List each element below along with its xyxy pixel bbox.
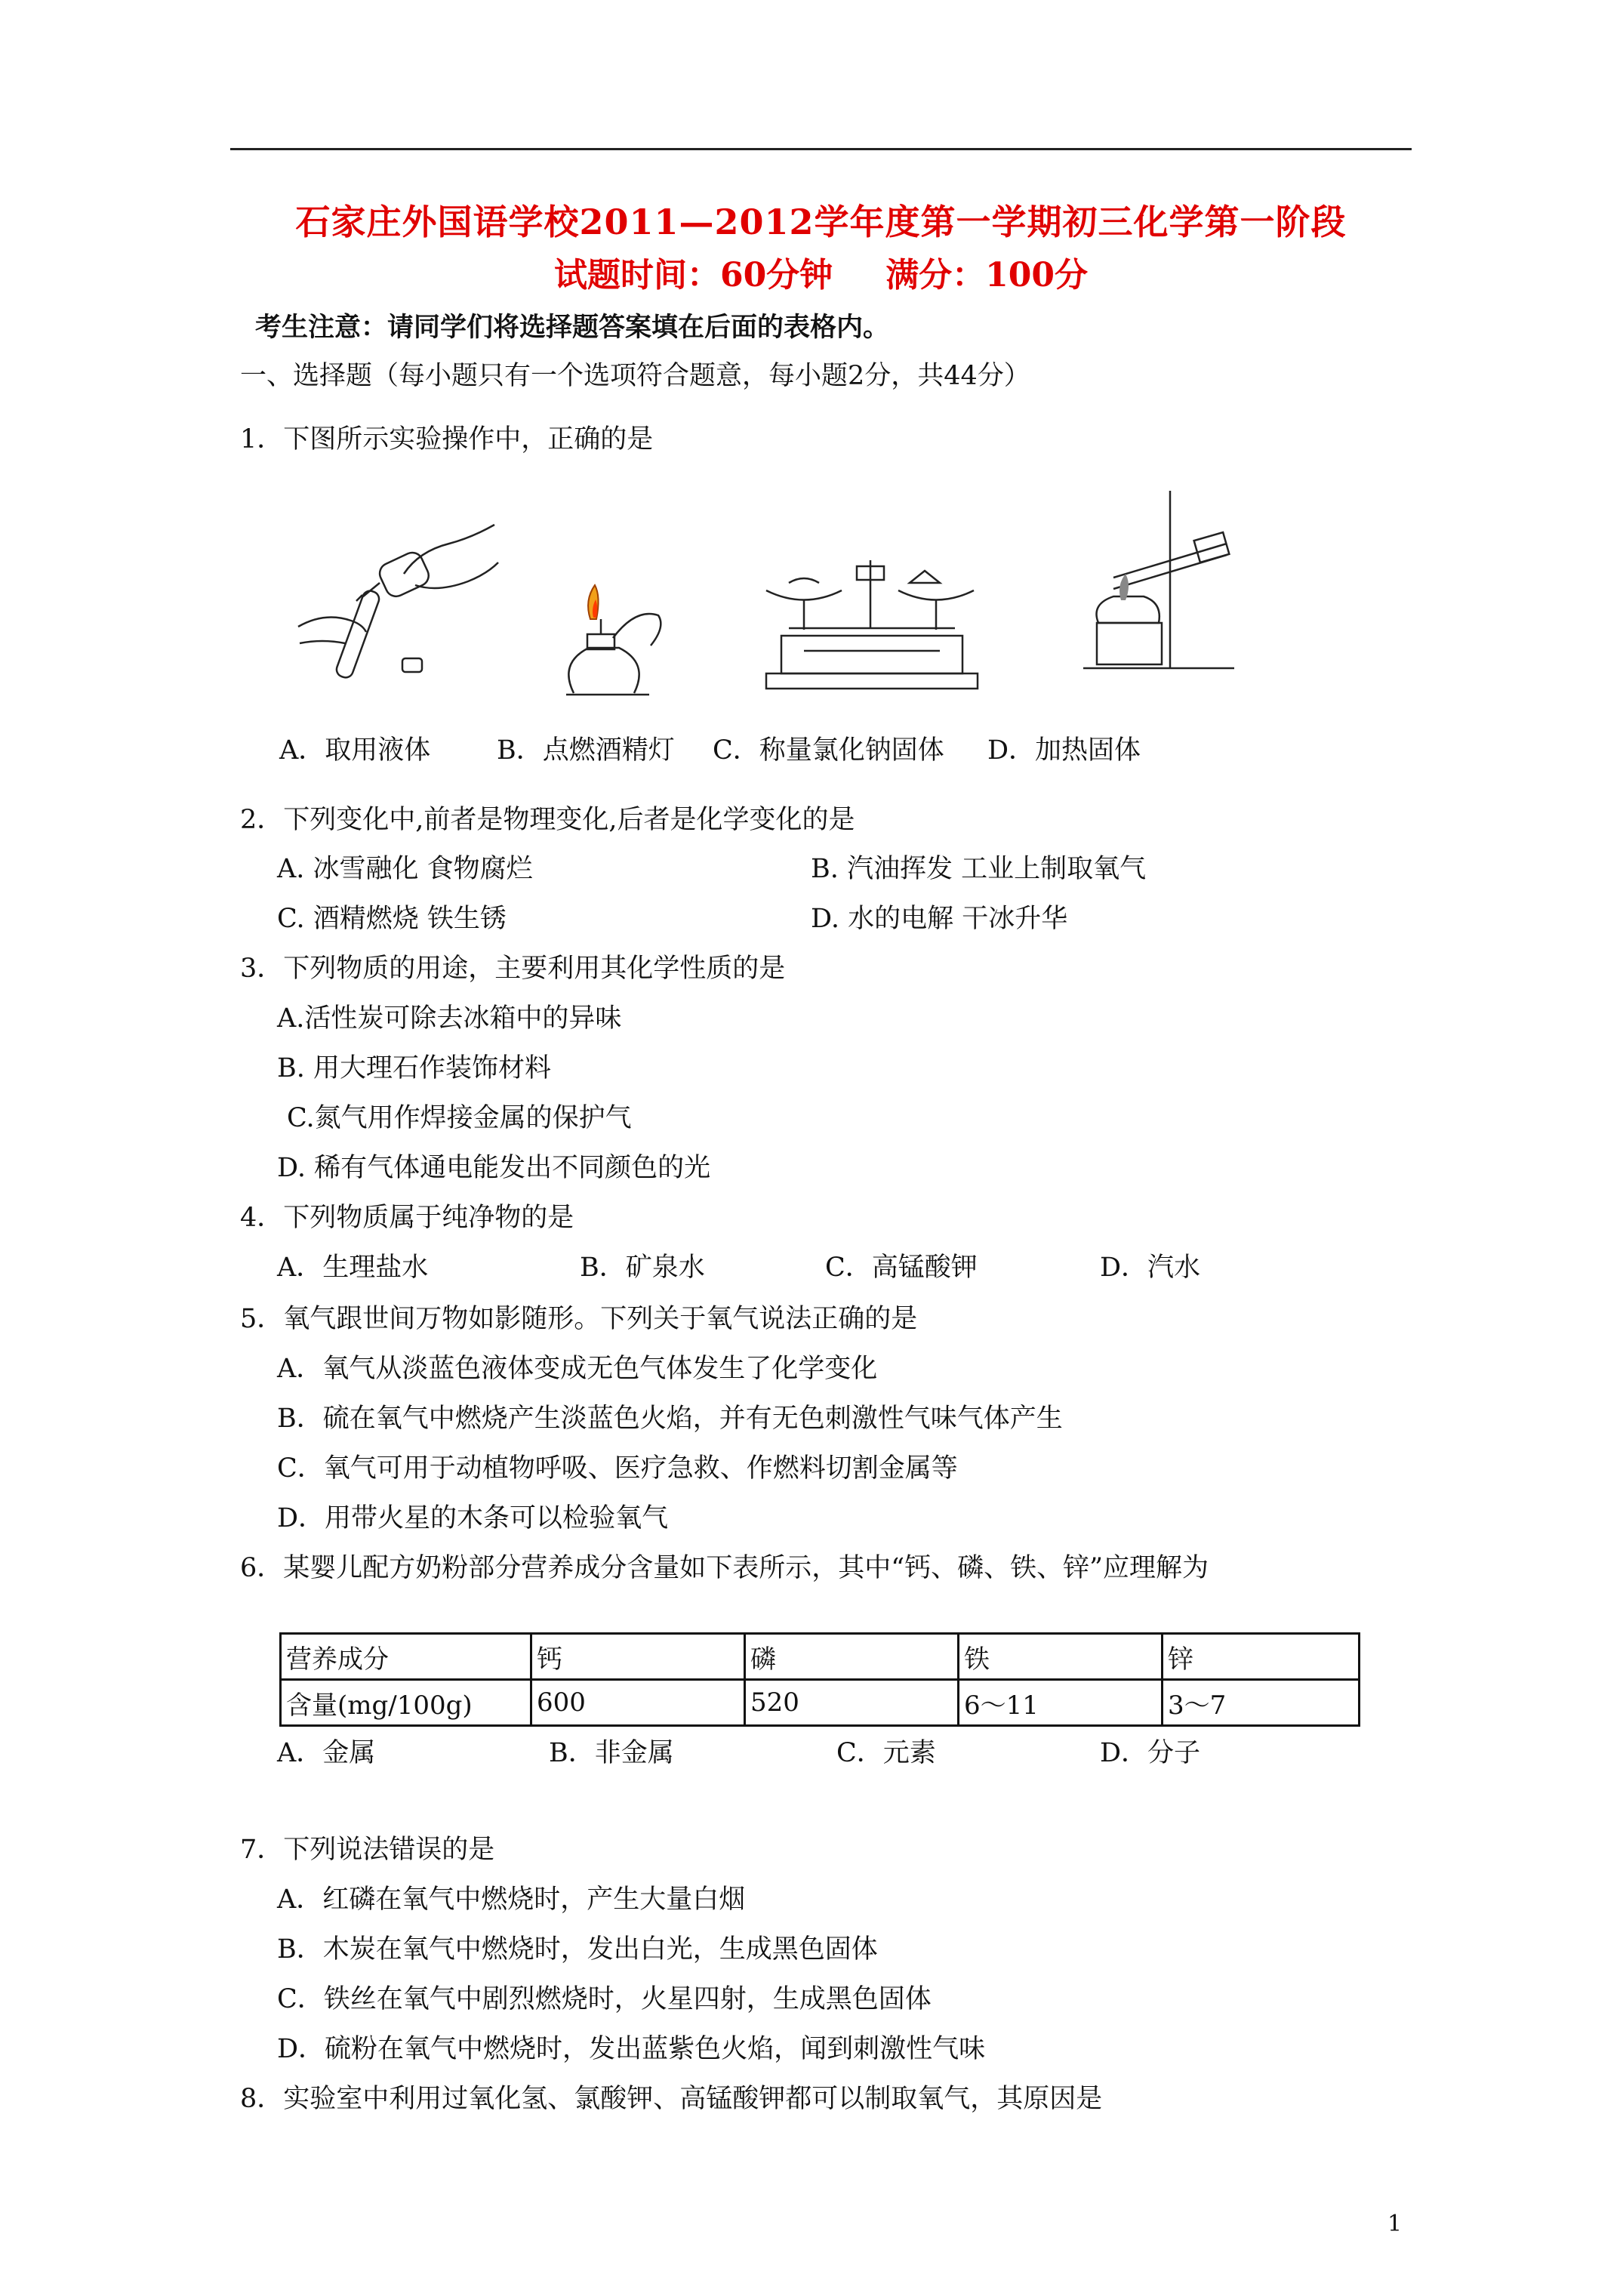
q4-option-a: A．生理盐水	[277, 1253, 429, 1283]
nutrition-table	[279, 1632, 1360, 1727]
question-1-stem: 1．下图所示实验操作中，正确的是	[240, 424, 654, 455]
table-cell: 3～7	[1163, 1680, 1360, 1726]
exam-duration: 试题时间：60分钟	[553, 256, 833, 294]
question-5-stem: 5．氧气跟世间万物如影随形。下列关于氧气说法正确的是	[240, 1304, 918, 1334]
q5-option-b: B．硫在氧气中燃烧产生淡蓝色火焰，并有无色刺激性气味气体产生	[277, 1404, 1063, 1434]
q3-option-a: A.活性炭可除去冰箱中的异味	[277, 1003, 622, 1034]
q1-option-a: A．取用液体	[279, 735, 431, 766]
question-8-stem: 8．实验室中利用过氧化氢、氯酸钾、高锰酸钾都可以制取氧气，其原因是	[240, 2084, 1103, 2114]
section-heading: 一、选择题（每小题只有一个选项符合题意，每小题2分，共44分）	[240, 361, 1030, 391]
q4-option-b: B．矿泉水	[580, 1253, 705, 1283]
question-6-stem: 6．某婴儿配方奶粉部分营养成分含量如下表所示，其中“钙、磷、铁、锌”应理解为	[240, 1553, 1209, 1583]
table-cell: 营养成分	[281, 1634, 531, 1680]
q3-option-d: D. 稀有气体通电能发出不同颜色的光	[277, 1153, 711, 1183]
q1-option-b: B．点燃酒精灯	[497, 735, 675, 766]
exam-subtitle	[226, 248, 1415, 296]
table-cell: 钙	[531, 1634, 745, 1680]
table-row	[281, 1680, 1360, 1726]
q5-option-d: D．用带火星的木条可以检验氧气	[277, 1503, 669, 1533]
question-4-stem: 4．下列物质属于纯净物的是	[240, 1203, 574, 1233]
q2-option-b: B. 汽油挥发 工业上制取氧气	[811, 854, 1147, 884]
q7-option-b: B．木炭在氧气中燃烧时，发出白光，生成黑色固体	[277, 1934, 878, 1965]
q6-option-b: B．非金属	[549, 1738, 674, 1768]
table-row	[281, 1634, 1360, 1680]
question-7-stem: 7．下列说法错误的是	[240, 1835, 495, 1865]
alcohol-lamp-figure	[544, 566, 672, 698]
table-cell: 磷	[745, 1634, 959, 1680]
q6-option-c: C．元素	[836, 1738, 936, 1768]
page-number: 1	[1387, 2211, 1403, 2237]
header-rule	[230, 148, 1412, 150]
q5-option-c: C．氧气可用于动植物呼吸、医疗急救、作燃料切割金属等	[277, 1453, 958, 1484]
question-3-stem: 3．下列物质的用途，主要利用其化学性质的是	[240, 954, 786, 984]
table-cell: 铁	[959, 1634, 1163, 1680]
table-cell: 6～11	[959, 1680, 1163, 1726]
q5-option-a: A．氧气从淡蓝色液体变成无色气体发生了化学变化	[277, 1354, 878, 1384]
q7-option-a: A．红磷在氧气中燃烧时，产生大量白烟	[277, 1885, 746, 1915]
q1-option-c: C．称量氯化钠固体	[713, 735, 944, 766]
pour-liquid-figure	[291, 513, 502, 687]
q6-option-d: D．分子	[1100, 1738, 1201, 1768]
table-cell: 含量(mg/100g)	[281, 1680, 531, 1726]
q7-option-c: C．铁丝在氧气中剧烈燃烧时，火星四射，生成黑色固体	[277, 1984, 932, 2014]
q3-option-b: B. 用大理石作装饰材料	[277, 1053, 551, 1083]
q7-option-d: D．硫粉在氧气中燃烧时，发出蓝紫色火焰，闻到刺激性气味	[277, 2034, 986, 2064]
notice: 考生注意：请同学们将选择题答案填在后面的表格内。	[255, 312, 890, 343]
balance-figure	[759, 545, 985, 696]
q2-option-c: C. 酒精燃烧 铁生锈	[277, 904, 507, 934]
table-cell: 锌	[1163, 1634, 1360, 1680]
q4-option-d: D．汽水	[1100, 1253, 1201, 1283]
q6-option-a: A．金属	[277, 1738, 376, 1768]
exam-title: 石家庄外国语学校2011—2012学年度第一学期初三化学第一阶段	[295, 202, 1347, 242]
q1-option-d: D．加热固体	[987, 735, 1141, 766]
q2-option-a: A. 冰雪融化 食物腐烂	[277, 854, 533, 884]
q3-option-c: C.氮气用作焊接金属的保护气	[287, 1103, 632, 1133]
question-2-stem: 2．下列变化中,前者是物理变化,后者是化学变化的是	[240, 805, 855, 835]
heat-solid-figure	[1076, 487, 1272, 676]
exam-full-score: 满分：100分	[885, 256, 1089, 294]
table-cell: 520	[745, 1680, 959, 1726]
q2-option-d: D. 水的电解 干冰升华	[811, 904, 1068, 934]
q4-option-c: C．高锰酸钾	[825, 1253, 978, 1283]
table-cell: 600	[531, 1680, 745, 1726]
